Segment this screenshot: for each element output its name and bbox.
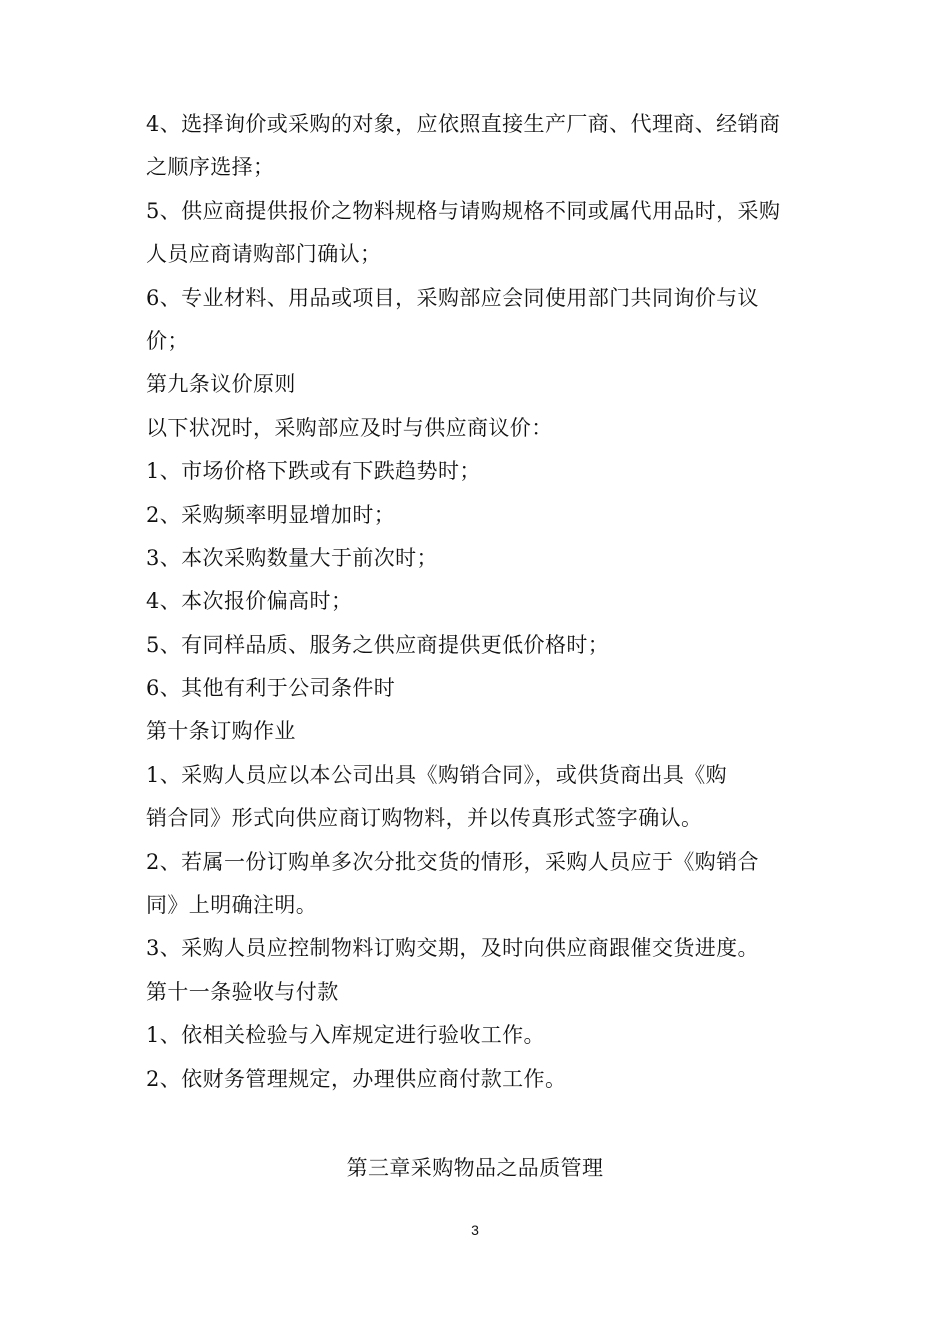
text-line: 1、市场价格下跌或有下跌趋势时； [146,459,481,484]
text-line: 1、采购人员应以本公司出具《购销合同》，或供货商出具《购 [146,762,728,787]
text-line: 同》上明确注明。 [146,893,318,918]
section-heading: 第十条订购作业 [146,719,296,744]
section-heading: 第九条议价原则 [146,372,296,397]
text-line: 价； [146,328,189,353]
text-line: 2、依财务管理规定，办理供应商付款工作。 [146,1066,567,1091]
text-line: 之顺序选择； [146,155,275,180]
text-line: 6、其他有利于公司条件时 [146,676,396,701]
document-body [146,103,816,1101]
section-heading: 第十一条验收与付款 [146,979,339,1004]
text-line: 以下状况时，采购部应及时与供应商议价： [146,415,553,440]
text-line: 3、采购人员应控制物料订购交期，及时向供应商跟催交货进度。 [146,936,759,961]
text-line: 6、专业材料、用品或项目，采购部应会同使用部门共同询价与议 [146,285,759,310]
text-line: 销合同》形式向供应商订购物料，并以传真形式签字确认。 [146,806,703,831]
text-line: 4、选择询价或采购的对象，应依照直接生产厂商、代理商、经销商 [146,112,781,136]
text-line: 5、有同样品质、服务之供应商提供更低价格时； [146,632,610,657]
text-line: 4、本次报价偏高时； [146,589,353,614]
text-line: 1、依相关检验与入库规定进行验收工作。 [146,1023,545,1048]
text-line: 5、供应商提供报价之物料规格与请购规格不同或属代用品时，采购 [146,198,781,223]
text-line: 3、本次采购数量大于前次时； [146,545,438,570]
page-number: 3 [471,1222,479,1238]
text-line: 2、若属一份订购单多次分批交货的情形，采购人员应于《购销合 [146,849,759,874]
chapter-title: 第三章采购物品之品质管理 [346,1156,604,1180]
text-line: 人员应商请购部门确认； [146,242,382,267]
text-line: 2、采购频率明显增加时； [146,502,396,527]
